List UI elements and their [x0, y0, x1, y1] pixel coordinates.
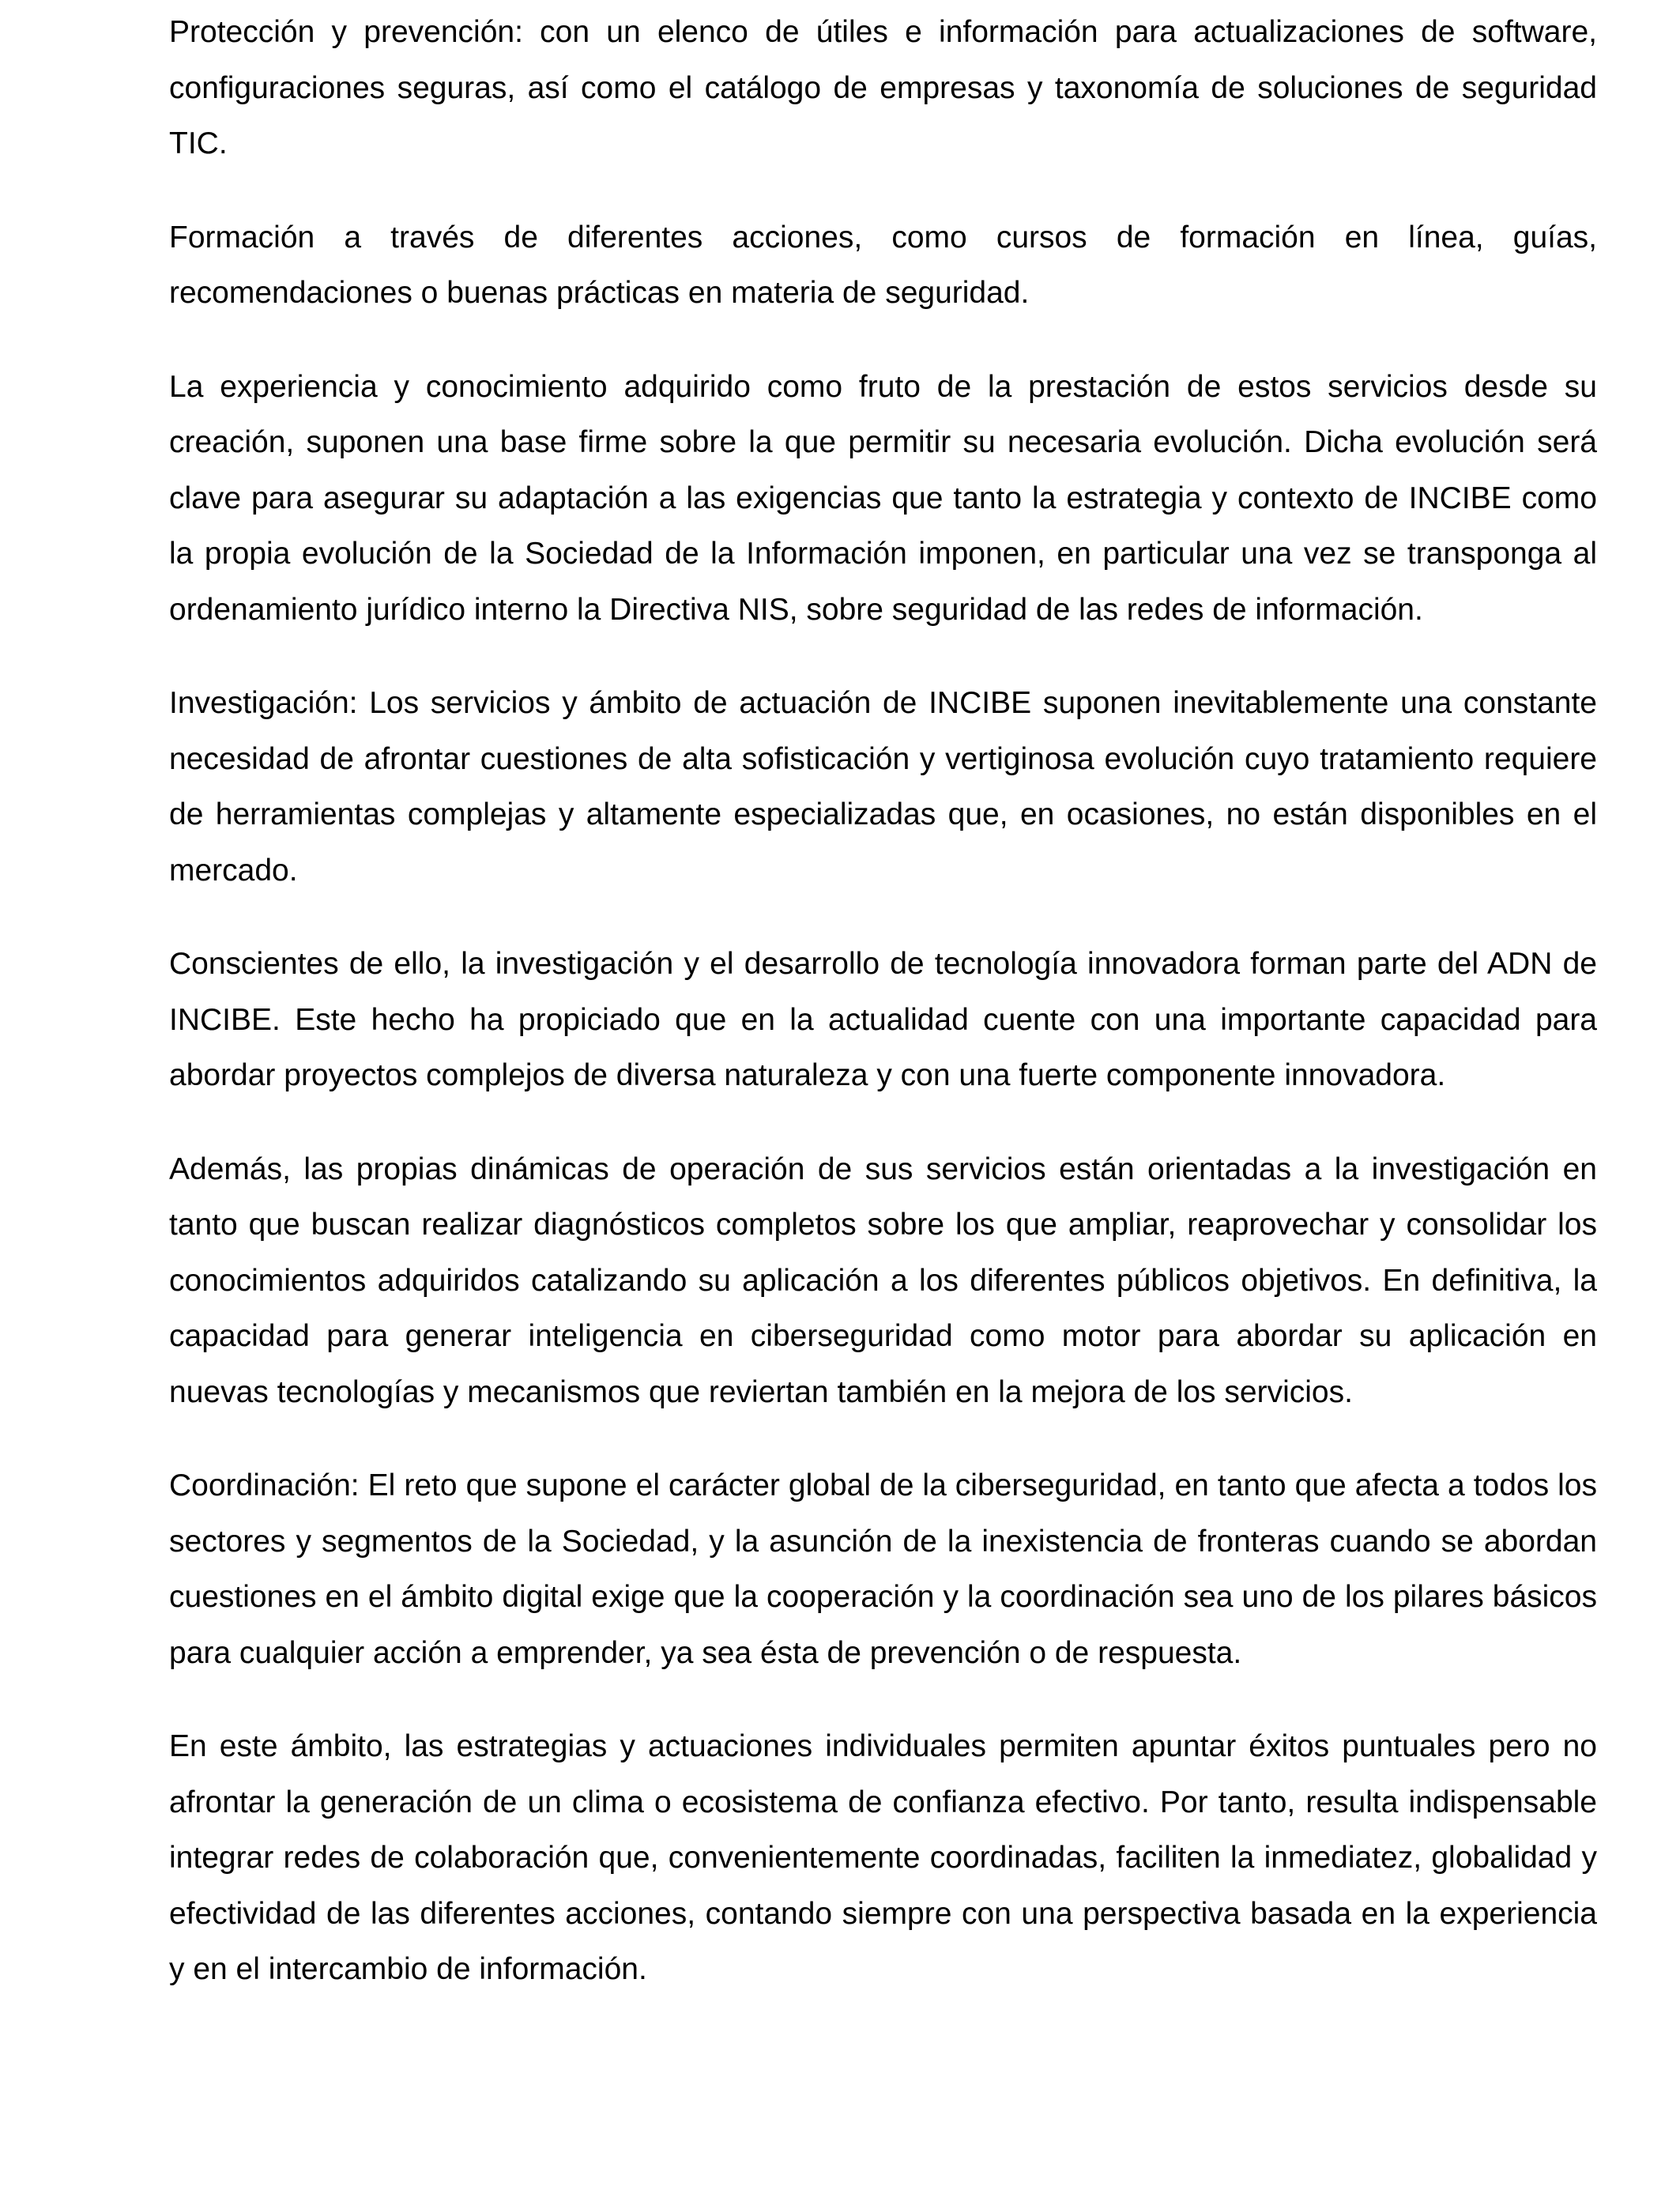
paragraph-formacion: Formación a través de diferentes acciones, como cursos de formación en línea, guías, recomendaciones o buenas prácticas en materia de seguridad. [169, 220, 1597, 310]
paragraph-experiencia-conocimiento: La experiencia y conocimiento adquirido como fruto de la prestación de estos servicios desde su creación, suponen una base firme sobre la que permitir su necesaria evolución. Dicha evolución será clave para asegurar su adaptación a las exigencias que tanto la estrategia y contexto de INCIBE como la propia evolución de la Sociedad de la Información imponen, en particular una vez se transponga al ordenamiento jurídico interno la Directiva NIS, sobre seguridad de las redes de información. [169, 369, 1597, 627]
paragraph-ademas: Además, las propias dinámicas de operación de sus servicios están orientadas a la investigación en tanto que buscan realizar diagnósticos completos sobre los que ampliar, reaprovechar y consolidar los conocimientos adquiridos catalizando su aplicación a los diferentes públicos objetivos. En definitiva, la capacidad para generar inteligencia en ciberseguridad como motor para abordar su aplicación en nuevas tecnologías y mecanismos que reviertan también en la mejora de los servicios. [169, 1152, 1597, 1409]
paragraph-en-este-ambito: En este ámbito, las estrategias y actuaciones individuales permiten apuntar éxitos puntuales pero no afrontar la generación de un clima o ecosistema de confianza efectivo. Por tanto, resulta indispensable integrar redes de colaboración que, convenientemente coordinadas, faciliten la inmediatez, globalidad y efectividad de las diferentes acciones, contando siempre con una perspectiva basada en la experiencia y en el intercambio de información. [169, 1729, 1597, 1986]
paragraph-coordinacion: Coordinación: El reto que supone el carácter global de la ciberseguridad, en tanto que afecta a todos los sectores y segmentos de la Sociedad, y la asunción de la inexistencia de fronteras cuando se abordan cuestiones en el ámbito digital exige que la cooperación y la coordinación sea uno de los pilares básicos para cualquier acción a emprender, ya sea ésta de prevención o de respuesta. [169, 1468, 1597, 1670]
paragraph-conscientes: Conscientes de ello, la investigación y el desarrollo de tecnología innovadora forman parte del ADN de INCIBE. Este hecho ha propiciado que en la actualidad cuente con una importante capacidad para abordar proyectos complejos de diversa naturaleza y con una fuerte componente innovadora. [169, 947, 1597, 1092]
document-body [169, 5, 1597, 2036]
paragraph-investigacion: Investigación: Los servicios y ámbito de actuación de INCIBE suponen inevitablemente una constante necesidad de afrontar cuestiones de alta sofisticación y vertiginosa evolución cuyo tratamiento requiere de herramientas complejas y altamente especializadas que, en ocasiones, no están disponibles en el mercado. [169, 686, 1597, 888]
paragraph-proteccion-prevencion: Protección y prevención: con un elenco de útiles e información para actualizaciones de software, configuraciones seguras, así como el catálogo de empresas y taxonomía de soluciones de seguridad TIC. [169, 15, 1597, 160]
